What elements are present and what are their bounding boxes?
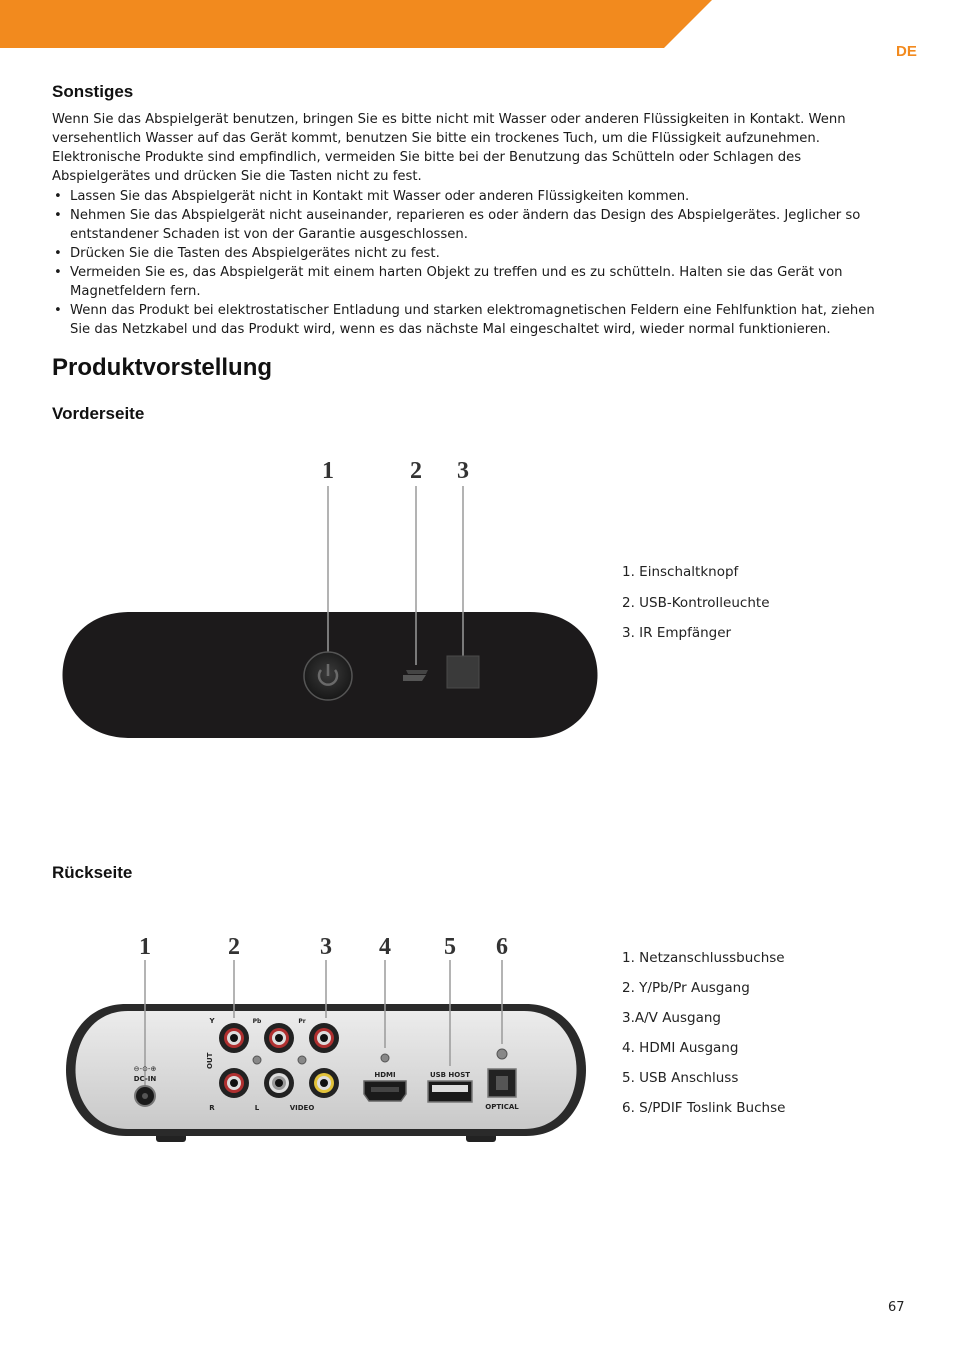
optical-label: OPTICAL	[485, 1103, 519, 1111]
sonstiges-paragraph	[52, 110, 902, 186]
screw-icon	[381, 1054, 389, 1062]
optical-port-icon	[488, 1069, 516, 1097]
screw-icon	[298, 1056, 306, 1064]
front-panel-figure	[60, 450, 600, 750]
bullet-glyph: •	[54, 246, 62, 261]
subheading-vorderseite: Vorderseite	[52, 404, 145, 423]
back-panel-figure	[66, 926, 586, 1146]
header-banner	[0, 0, 712, 48]
screw-icon	[253, 1056, 261, 1064]
paragraph-line: Wenn Sie das Abspielgerät benutzen, bringen Sie es bitte nicht mit Wasser oder anderen Flüssigkeiten in Kontakt. Wenn	[52, 112, 846, 127]
list-item-line: Vermeiden Sie es, das Abspielgerät mit einem harten Objekt zu treffen und es zu schütteln. Halten sie das Gerät von	[70, 265, 843, 280]
callout-number: 6	[496, 934, 508, 960]
bullet-glyph: •	[54, 208, 62, 223]
list-item-line: Nehmen Sie das Abspielgerät nicht auseinander, reparieren es oder ändern das Design des Abspielgerätes. Jeglicher so	[70, 208, 861, 223]
power-button-icon	[304, 652, 352, 700]
page-number: 67	[888, 1300, 905, 1315]
l-label: L	[254, 1104, 260, 1112]
list-item	[52, 187, 902, 206]
rca-jack-pr-icon	[309, 1023, 339, 1053]
paragraph-line: Elektronische Produkte sind empfindlich, vermeiden Sie bitte bei der Benutzung das Schütteln oder Schlagen des	[52, 150, 802, 165]
list-item-line: Wenn das Produkt bei elektrostatischer Entladung und starken elektromagnetischen Feldern eine Fehlfunktion hat, ziehen	[70, 303, 875, 318]
list-item	[52, 301, 902, 339]
usb-port-icon	[428, 1081, 472, 1102]
list-item-line: Lassen Sie das Abspielgerät nicht in Kontakt mit Wasser oder anderen Flüssigkeiten kommen.	[70, 189, 690, 204]
front-legend-list	[622, 564, 770, 656]
bullet-glyph: •	[54, 189, 62, 204]
pb-label: Pb	[252, 1018, 262, 1025]
list-item-line: Magnetfeldern fern.	[70, 284, 201, 299]
callout-number: 4	[379, 934, 391, 960]
list-item-line: entstandener Schaden ist von der Garantie ausgeschlossen.	[70, 227, 468, 242]
bullet-glyph: •	[54, 265, 62, 280]
section-heading-produktvorstellung: Produktvorstellung	[52, 354, 273, 381]
callout-number: 1	[322, 458, 334, 484]
video-label: VIDEO	[289, 1104, 315, 1112]
paragraph-line: Abspielgerätes und drücken Sie die Tasten nicht zu fest.	[52, 169, 422, 184]
section-heading-sonstiges: Sonstiges	[52, 82, 134, 101]
legend-item: 1. Einschaltknopf	[622, 564, 739, 580]
legend-item: 2. Y/Pb/Pr Ausgang	[622, 980, 750, 996]
list-item	[52, 263, 902, 301]
hdmi-label: HDMI	[374, 1071, 396, 1079]
rca-jack-y-icon	[219, 1023, 249, 1053]
y-label: Y	[209, 1017, 215, 1025]
legend-item: 5. USB Anschluss	[622, 1070, 739, 1086]
sonstiges-bullet-list	[52, 187, 902, 339]
rca-jack-pb-icon	[264, 1023, 294, 1053]
usb-host-label: USB HOST	[429, 1071, 471, 1079]
paragraph-line: versehentlich Wasser auf das Gerät kommt, benutzen Sie bitte ein trockenes Tuch, um die Flüssigkeit aufzunehmen.	[52, 131, 820, 146]
back-legend-list	[622, 950, 785, 1130]
list-item	[52, 244, 902, 263]
callout-number: 3	[320, 934, 332, 960]
language-tag: DE	[896, 43, 917, 60]
legend-item: 2. USB-Kontrolleuchte	[622, 594, 770, 611]
dc-in-label: DC-IN	[133, 1075, 157, 1083]
callout-number: 2	[228, 934, 240, 960]
legend-item: 3. IR Empfänger	[622, 625, 732, 641]
legend-item: 4. HDMI Ausgang	[622, 1040, 739, 1056]
screw-icon	[497, 1049, 507, 1059]
callout-number: 3	[457, 458, 469, 484]
callout-number: 5	[444, 934, 456, 960]
callout-number: 1	[139, 934, 151, 960]
legend-item: 6. S/PDIF Toslink Buchse	[622, 1100, 786, 1116]
rca-jack-r-icon	[219, 1068, 249, 1098]
r-label: R	[209, 1104, 215, 1112]
rca-jack-l-icon	[264, 1068, 294, 1098]
pr-label: Pr	[298, 1018, 306, 1025]
callout-number: 2	[410, 458, 422, 484]
rca-jack-video-icon	[309, 1068, 339, 1098]
bullet-glyph: •	[54, 303, 62, 318]
out-label: OUT	[206, 1052, 214, 1069]
hdmi-port-icon	[364, 1081, 406, 1101]
subheading-rueckseite: Rückseite	[52, 863, 133, 882]
list-item	[52, 206, 902, 244]
dc-in-jack-icon	[135, 1086, 155, 1106]
legend-item: 3.A/V Ausgang	[622, 1010, 721, 1026]
dc-polarity-label: ⊖-⊙-⊕	[133, 1065, 157, 1073]
list-item-line: Sie das Netzkabel und das Produkt wird, wenn es das nächste Mal eingeschaltet wird, wieder normal funktionieren.	[70, 322, 831, 337]
legend-item: 1. Netzanschlussbuchse	[622, 950, 785, 966]
list-item-line: Drücken Sie die Tasten des Abspielgerätes nicht zu fest.	[70, 246, 440, 261]
ir-receiver-window	[447, 656, 479, 688]
